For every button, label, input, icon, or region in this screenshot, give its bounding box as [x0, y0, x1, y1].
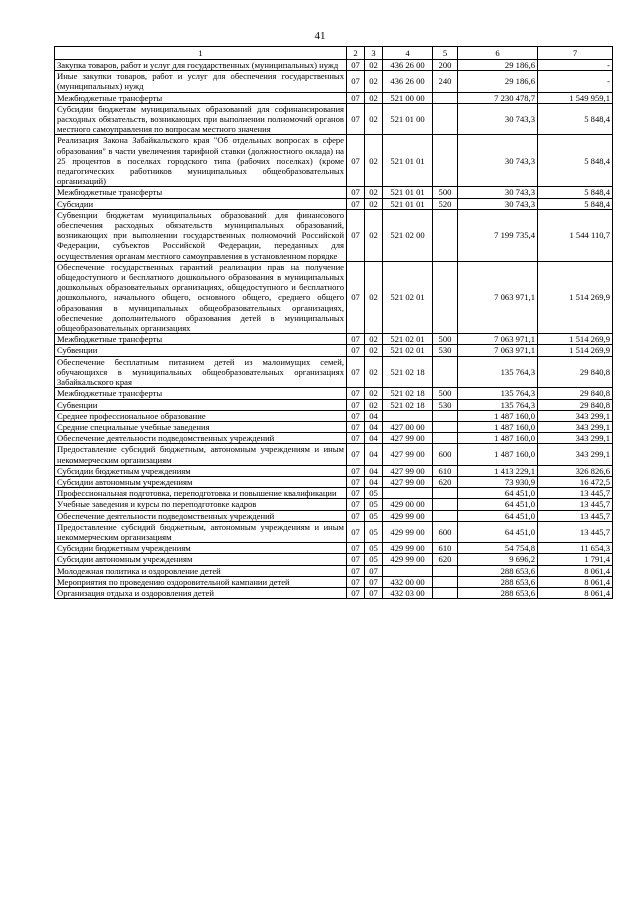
row-name: Субсидии автономным учреждениям: [55, 554, 347, 565]
row-sum-2: -: [538, 71, 613, 92]
row-sum-2: 8 061,4: [538, 587, 613, 598]
row-sum-1: 30 743,3: [458, 198, 538, 209]
row-sum-2: 5 848,4: [538, 103, 613, 135]
row-sum-1: 7 063 971,1: [458, 334, 538, 345]
row-target-item: 427 99 00: [383, 465, 433, 476]
row-name: Субсидии бюджетам муниципальных образований для софинансирования расходных обязательств, возникающих при выполнении полномочий органов местного самоуправления по вопросам местного значения: [55, 103, 347, 135]
row-target-item: 427 99 00: [383, 476, 433, 487]
table-row: [55, 488, 613, 499]
row-sum-2: 13 445,7: [538, 488, 613, 499]
row-section: 07: [347, 198, 365, 209]
header-col-7: 7: [538, 47, 613, 60]
row-section: 07: [347, 476, 365, 487]
row-section: 07: [347, 60, 365, 71]
row-sum-2: 343 299,1: [538, 421, 613, 432]
row-expense-type: 240: [433, 71, 458, 92]
row-sum-2: 29 840,8: [538, 399, 613, 410]
table-row: [55, 410, 613, 421]
row-section: 07: [347, 345, 365, 356]
table-row: [55, 476, 613, 487]
row-subsection: 05: [365, 510, 383, 521]
row-expense-type: 530: [433, 345, 458, 356]
row-sum-2: 343 299,1: [538, 444, 613, 465]
row-section: 07: [347, 444, 365, 465]
table-row: [55, 576, 613, 587]
row-section: 07: [347, 135, 365, 187]
table-row: [55, 510, 613, 521]
row-expense-type: [433, 499, 458, 510]
row-target-item: 521 01 00: [383, 103, 433, 135]
row-name: Межбюджетные трансферты: [55, 92, 347, 103]
row-subsection: 02: [365, 135, 383, 187]
row-target-item: [383, 565, 433, 576]
row-sum-1: 30 743,3: [458, 135, 538, 187]
row-sum-2: 29 840,8: [538, 356, 613, 388]
row-target-item: 432 03 00: [383, 587, 433, 598]
row-sum-2: 13 445,7: [538, 499, 613, 510]
table-row: [55, 334, 613, 345]
row-sum-1: 30 743,3: [458, 103, 538, 135]
row-sum-1: 9 696,2: [458, 554, 538, 565]
row-sum-2: 5 848,4: [538, 135, 613, 187]
row-target-item: 436 26 00: [383, 71, 433, 92]
table-row: [55, 71, 613, 92]
row-section: 07: [347, 543, 365, 554]
row-name: Межбюджетные трансферты: [55, 187, 347, 198]
row-section: 07: [347, 421, 365, 432]
row-expense-type: [433, 576, 458, 587]
row-sum-1: 1 413 229,1: [458, 465, 538, 476]
row-section: 07: [347, 103, 365, 135]
row-target-item: 427 99 00: [383, 433, 433, 444]
row-sum-2: -: [538, 60, 613, 71]
row-sum-2: 343 299,1: [538, 433, 613, 444]
row-name: Обеспечение деятельности подведомственных учреждений: [55, 433, 347, 444]
row-sum-2: 8 061,4: [538, 565, 613, 576]
row-name: Межбюджетные трансферты: [55, 334, 347, 345]
row-expense-type: [433, 135, 458, 187]
row-expense-type: [433, 103, 458, 135]
row-subsection: 07: [365, 587, 383, 598]
row-subsection: 02: [365, 103, 383, 135]
row-subsection: 02: [365, 60, 383, 71]
row-sum-2: 5 848,4: [538, 187, 613, 198]
row-sum-1: 64 451,0: [458, 521, 538, 542]
row-sum-1: 135 764,3: [458, 356, 538, 388]
row-section: 07: [347, 565, 365, 576]
row-subsection: 05: [365, 499, 383, 510]
row-section: 07: [347, 433, 365, 444]
row-expense-type: [433, 209, 458, 261]
row-sum-1: 135 764,3: [458, 388, 538, 399]
table-row: [55, 92, 613, 103]
row-target-item: 429 00 00: [383, 499, 433, 510]
row-sum-1: 7 199 735,4: [458, 209, 538, 261]
row-sum-2: 16 472,5: [538, 476, 613, 487]
row-name: Субвенции: [55, 345, 347, 356]
row-expense-type: [433, 488, 458, 499]
row-subsection: 02: [365, 198, 383, 209]
table-row: [55, 103, 613, 135]
row-expense-type: [433, 261, 458, 333]
header-row: [55, 47, 613, 60]
row-subsection: 02: [365, 399, 383, 410]
row-name: Иные закупки товаров, работ и услуг для обеспечения государственных (муниципальных) нужд: [55, 71, 347, 92]
row-subsection: 05: [365, 543, 383, 554]
row-sum-2: 1 514 269,9: [538, 345, 613, 356]
row-sum-2: 13 445,7: [538, 510, 613, 521]
table-row: [55, 187, 613, 198]
row-expense-type: 600: [433, 521, 458, 542]
row-name: Субвенции бюджетам муниципальных образований для финансового обеспечения расходных обязательств муниципальных образований, возникающих при выполнении государственных полномочий Российской Федерации, субъектов Российской Федерации, переданных для осуществления органам местного самоуправления в установленном порядке: [55, 209, 347, 261]
row-target-item: 521 01 01: [383, 198, 433, 209]
row-subsection: 04: [365, 476, 383, 487]
row-sum-1: 7 063 971,1: [458, 261, 538, 333]
row-target-item: 521 02 18: [383, 356, 433, 388]
row-name: Среднее профессиональное образование: [55, 410, 347, 421]
row-name: Молодежная политика и оздоровление детей: [55, 565, 347, 576]
row-sum-1: 1 487 160,0: [458, 410, 538, 421]
table-body: [55, 60, 613, 599]
row-expense-type: 600: [433, 444, 458, 465]
row-expense-type: 520: [433, 198, 458, 209]
row-target-item: 521 02 01: [383, 345, 433, 356]
row-sum-1: 30 743,3: [458, 187, 538, 198]
row-subsection: 07: [365, 565, 383, 576]
row-name: Субсидии: [55, 198, 347, 209]
table-row: [55, 60, 613, 71]
table-row: [55, 421, 613, 432]
header-col-1: 1: [55, 47, 347, 60]
row-sum-2: 343 299,1: [538, 410, 613, 421]
row-sum-1: 1 487 160,0: [458, 433, 538, 444]
row-section: 07: [347, 499, 365, 510]
row-sum-1: 64 451,0: [458, 488, 538, 499]
table-row: [55, 465, 613, 476]
row-section: 07: [347, 261, 365, 333]
row-section: 07: [347, 465, 365, 476]
row-expense-type: 530: [433, 399, 458, 410]
row-target-item: 436 26 00: [383, 60, 433, 71]
row-section: 07: [347, 488, 365, 499]
row-name: Субсидии бюджетным учреждениям: [55, 543, 347, 554]
row-subsection: 04: [365, 410, 383, 421]
table-row: [55, 261, 613, 333]
row-sum-2: 29 840,8: [538, 388, 613, 399]
row-subsection: 04: [365, 433, 383, 444]
row-sum-1: 73 930,9: [458, 476, 538, 487]
row-name: Предоставление субсидий бюджетным, автономным учреждениям и иным некоммерческим организациям: [55, 444, 347, 465]
row-expense-type: [433, 421, 458, 432]
row-expense-type: [433, 510, 458, 521]
row-subsection: 02: [365, 356, 383, 388]
table-row: [55, 345, 613, 356]
row-section: 07: [347, 334, 365, 345]
row-name: Обеспечение деятельности подведомственных учреждений: [55, 510, 347, 521]
row-expense-type: 620: [433, 554, 458, 565]
row-section: 07: [347, 209, 365, 261]
row-target-item: 429 99 00: [383, 510, 433, 521]
row-name: Реализация Закона Забайкальского края "Об отдельных вопросах в сфере образования" в части увеличения тарифной ставки (должностного оклада) на 25 процентов в поселках городского типа (рабочих поселках) (кроме педагогических работников муниципальных общеобразовательных организаций): [55, 135, 347, 187]
row-sum-2: 11 654,3: [538, 543, 613, 554]
table-row: [55, 499, 613, 510]
row-section: 07: [347, 576, 365, 587]
row-expense-type: [433, 92, 458, 103]
row-name: Субсидии бюджетным учреждениям: [55, 465, 347, 476]
row-sum-1: 288 653,6: [458, 587, 538, 598]
row-target-item: [383, 410, 433, 421]
row-name: Субсидии автономным учреждениям: [55, 476, 347, 487]
row-subsection: 02: [365, 388, 383, 399]
row-subsection: 07: [365, 576, 383, 587]
row-name: Субвенции: [55, 399, 347, 410]
row-target-item: 427 99 00: [383, 444, 433, 465]
row-target-item: 521 02 01: [383, 261, 433, 333]
row-sum-1: 1 487 160,0: [458, 444, 538, 465]
row-sum-2: 1 514 269,9: [538, 334, 613, 345]
table-row: [55, 521, 613, 542]
row-expense-type: 610: [433, 543, 458, 554]
row-target-item: 521 02 18: [383, 388, 433, 399]
header-col-4: 4: [383, 47, 433, 60]
row-subsection: 05: [365, 521, 383, 542]
header-col-2: 2: [347, 47, 365, 60]
row-sum-2: 13 445,7: [538, 521, 613, 542]
row-target-item: 521 02 01: [383, 334, 433, 345]
row-expense-type: 200: [433, 60, 458, 71]
row-name: Закупка товаров, работ и услуг для государственных (муниципальных) нужд: [55, 60, 347, 71]
row-sum-1: 7 230 478,7: [458, 92, 538, 103]
row-sum-2: 1 791,4: [538, 554, 613, 565]
row-sum-1: 7 063 971,1: [458, 345, 538, 356]
table-row: [55, 198, 613, 209]
row-subsection: 02: [365, 92, 383, 103]
row-section: 07: [347, 92, 365, 103]
row-sum-1: 64 451,0: [458, 510, 538, 521]
row-expense-type: [433, 410, 458, 421]
row-subsection: 04: [365, 465, 383, 476]
table-row: [55, 356, 613, 388]
row-subsection: 02: [365, 209, 383, 261]
row-expense-type: 500: [433, 334, 458, 345]
row-sum-1: 54 754,8: [458, 543, 538, 554]
row-section: 07: [347, 510, 365, 521]
table-row: [55, 565, 613, 576]
row-section: 07: [347, 587, 365, 598]
row-name: Предоставление субсидий бюджетным, автономным учреждениям и иным некоммерческим организациям: [55, 521, 347, 542]
page-number: 41: [314, 30, 326, 42]
row-target-item: 521 00 00: [383, 92, 433, 103]
row-expense-type: [433, 587, 458, 598]
row-section: 07: [347, 388, 365, 399]
row-sum-1: 135 764,3: [458, 399, 538, 410]
row-section: 07: [347, 356, 365, 388]
table-row: [55, 444, 613, 465]
table-row: [55, 135, 613, 187]
header-col-3: 3: [365, 47, 383, 60]
row-section: 07: [347, 554, 365, 565]
table-row: [55, 543, 613, 554]
table-row: [55, 209, 613, 261]
row-sum-2: 8 061,4: [538, 576, 613, 587]
row-name: Межбюджетные трансферты: [55, 388, 347, 399]
row-expense-type: 500: [433, 187, 458, 198]
budget-table: [54, 46, 613, 599]
row-sum-1: 29 186,6: [458, 60, 538, 71]
row-sum-1: 288 653,6: [458, 565, 538, 576]
row-expense-type: 620: [433, 476, 458, 487]
row-subsection: 02: [365, 261, 383, 333]
row-subsection: 02: [365, 345, 383, 356]
row-subsection: 05: [365, 554, 383, 565]
row-subsection: 02: [365, 187, 383, 198]
row-section: 07: [347, 521, 365, 542]
row-expense-type: 610: [433, 465, 458, 476]
header-col-5: 5: [433, 47, 458, 60]
row-target-item: 521 02 00: [383, 209, 433, 261]
row-sum-2: 326 826,6: [538, 465, 613, 476]
row-sum-1: 1 487 160,0: [458, 421, 538, 432]
row-name: Организация отдыха и оздоровления детей: [55, 587, 347, 598]
row-section: 07: [347, 187, 365, 198]
row-subsection: 02: [365, 334, 383, 345]
row-sum-2: 5 848,4: [538, 198, 613, 209]
row-target-item: 521 02 18: [383, 399, 433, 410]
row-section: 07: [347, 71, 365, 92]
row-target-item: [383, 488, 433, 499]
row-expense-type: 500: [433, 388, 458, 399]
header-col-6: 6: [458, 47, 538, 60]
row-section: 07: [347, 399, 365, 410]
row-target-item: 429 99 00: [383, 543, 433, 554]
row-target-item: 429 99 00: [383, 554, 433, 565]
row-target-item: 432 00 00: [383, 576, 433, 587]
row-subsection: 04: [365, 421, 383, 432]
table-row: [55, 433, 613, 444]
row-expense-type: [433, 565, 458, 576]
row-subsection: 02: [365, 71, 383, 92]
row-name: Обеспечение бесплатным питанием детей из малоимущих семей, обучающихся в муниципальных общеобразовательных организациях Забайкальского края: [55, 356, 347, 388]
row-target-item: 429 99 00: [383, 521, 433, 542]
table-row: [55, 587, 613, 598]
row-sum-1: 29 186,6: [458, 71, 538, 92]
row-subsection: 05: [365, 488, 383, 499]
table-row: [55, 399, 613, 410]
table-row: [55, 554, 613, 565]
row-name: Профессиональная подготовка, переподготовка и повышение квалификации: [55, 488, 347, 499]
row-sum-2: 1 514 269,9: [538, 261, 613, 333]
row-name: Средние специальные учебные заведения: [55, 421, 347, 432]
row-name: Мероприятия по проведению оздоровительной кампании детей: [55, 576, 347, 587]
row-target-item: 521 01 01: [383, 135, 433, 187]
row-name: Учебные заведения и курсы по переподготовке кадров: [55, 499, 347, 510]
row-target-item: 521 01 01: [383, 187, 433, 198]
row-name: Обеспечение государственных гарантий реализации прав на получение общедоступного и бесплатного дошкольного образования в муниципальных дошкольных образовательных организациях, общедоступного и бесплатного дошкольного, начального общего, основного общего, среднего общего образования в муниципальных общеобразовательных организациях, обеспечение дополнительного образования детей в муниципальных общеобразовательных организациях: [55, 261, 347, 333]
row-section: 07: [347, 410, 365, 421]
row-sum-1: 64 451,0: [458, 499, 538, 510]
row-subsection: 04: [365, 444, 383, 465]
row-expense-type: [433, 356, 458, 388]
row-sum-2: 1 549 959,1: [538, 92, 613, 103]
row-target-item: 427 00 00: [383, 421, 433, 432]
row-sum-2: 1 544 110,7: [538, 209, 613, 261]
row-sum-1: 288 653,6: [458, 576, 538, 587]
row-expense-type: [433, 433, 458, 444]
table-row: [55, 388, 613, 399]
